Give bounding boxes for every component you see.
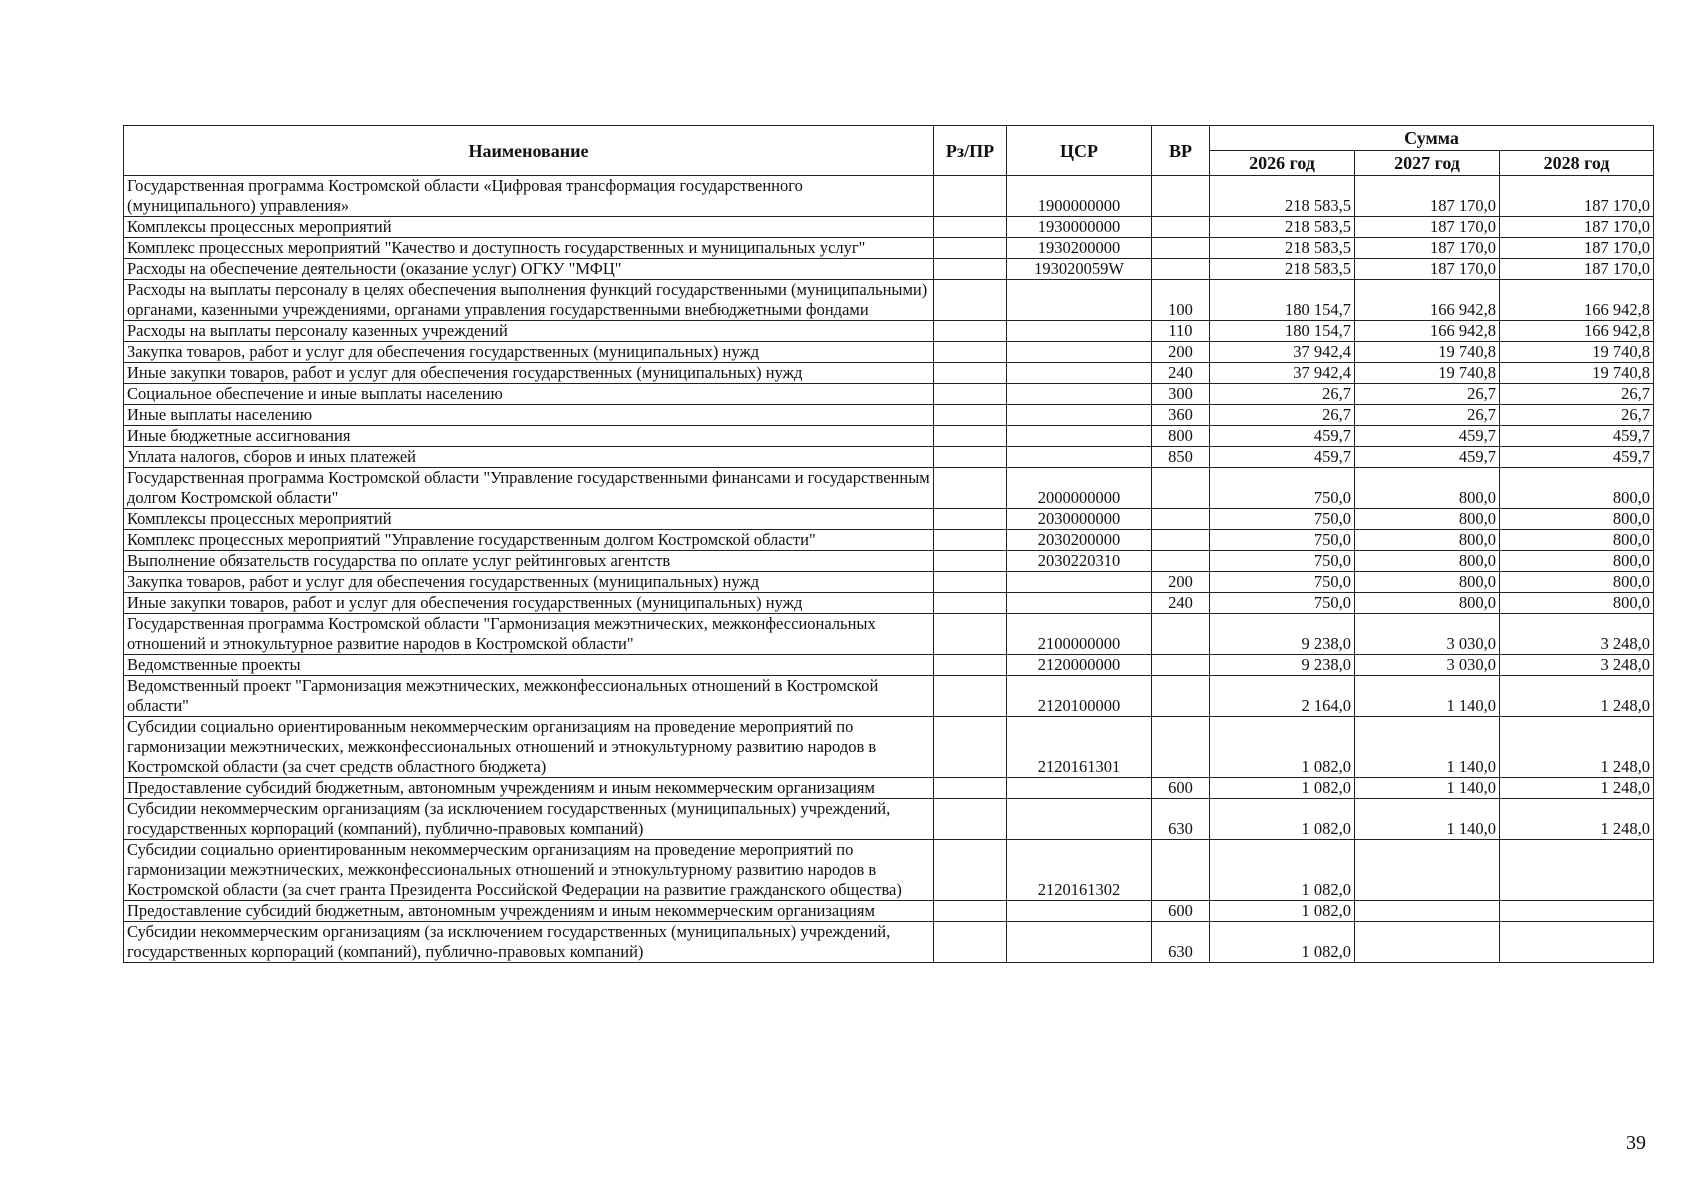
cell-amount-2026: 750,0 (1210, 551, 1355, 572)
cell-rzpr (934, 593, 1007, 614)
table-row (124, 614, 1654, 655)
cell-csr: 2030220310 (1007, 551, 1152, 572)
cell-csr: 2120161302 (1007, 840, 1152, 901)
cell-rzpr (934, 901, 1007, 922)
cell-csr (1007, 405, 1152, 426)
cell-vr (1152, 176, 1210, 217)
table-row (124, 676, 1654, 717)
cell-vr: 630 (1152, 922, 1210, 963)
cell-amount-2027: 459,7 (1355, 426, 1500, 447)
cell-name: Субсидии некоммерческим организациям (за исключением государственных (муниципальных) учреждений, государственных корпораций (компаний), публично-правовых компаний) (124, 799, 934, 840)
cell-name: Субсидии социально ориентированным некоммерческим организациям на проведение мероприятий по гармонизации межэтнических, межконфессиональных отношений и этнокультурному развитию народов в Костромской области (за счет средств областного бюджета) (124, 717, 934, 778)
cell-vr: 300 (1152, 384, 1210, 405)
cell-amount-2027: 1 140,0 (1355, 717, 1500, 778)
cell-amount-2028: 1 248,0 (1500, 717, 1654, 778)
table-row (124, 468, 1654, 509)
cell-amount-2026: 37 942,4 (1210, 363, 1355, 384)
cell-rzpr (934, 717, 1007, 778)
cell-amount-2028: 166 942,8 (1500, 321, 1654, 342)
header-rzpr: Рз/ПР (934, 126, 1007, 176)
cell-amount-2028: 1 248,0 (1500, 799, 1654, 840)
cell-amount-2026: 2 164,0 (1210, 676, 1355, 717)
cell-amount-2027: 26,7 (1355, 384, 1500, 405)
header-vr: ВР (1152, 126, 1210, 176)
cell-csr: 2100000000 (1007, 614, 1152, 655)
cell-amount-2027 (1355, 901, 1500, 922)
cell-amount-2028: 26,7 (1500, 405, 1654, 426)
cell-csr: 2120100000 (1007, 676, 1152, 717)
header-year-2027: 2027 год (1355, 151, 1500, 176)
table-row (124, 530, 1654, 551)
cell-vr: 110 (1152, 321, 1210, 342)
table-row (124, 280, 1654, 321)
cell-amount-2026: 1 082,0 (1210, 717, 1355, 778)
budget-table (123, 125, 1654, 963)
cell-amount-2028: 166 942,8 (1500, 280, 1654, 321)
cell-vr (1152, 509, 1210, 530)
cell-name: Комплексы процессных мероприятий (124, 217, 934, 238)
cell-name: Субсидии социально ориентированным некоммерческим организациям на проведение мероприятий по гармонизации межэтнических, межконфессиональных отношений и этнокультурному развитию народов в Костромской области (за счет гранта Президента Российской Федерации на развитие гражданского общества) (124, 840, 934, 901)
table-row (124, 840, 1654, 901)
cell-name: Социальное обеспечение и иные выплаты населению (124, 384, 934, 405)
cell-amount-2027: 800,0 (1355, 468, 1500, 509)
cell-amount-2027: 187 170,0 (1355, 176, 1500, 217)
cell-csr: 2000000000 (1007, 468, 1152, 509)
cell-amount-2026: 26,7 (1210, 405, 1355, 426)
table-row (124, 217, 1654, 238)
cell-name: Государственная программа Костромской области "Гармонизация межэтнических, межконфессиональных отношений и этнокультурное развитие народов в Костромской области" (124, 614, 934, 655)
cell-amount-2028: 800,0 (1500, 530, 1654, 551)
cell-vr (1152, 468, 1210, 509)
cell-amount-2028 (1500, 922, 1654, 963)
cell-vr (1152, 217, 1210, 238)
cell-vr (1152, 655, 1210, 676)
cell-amount-2026: 180 154,7 (1210, 280, 1355, 321)
cell-name: Предоставление субсидий бюджетным, автономным учреждениям и иным некоммерческим организациям (124, 778, 934, 799)
cell-amount-2027: 187 170,0 (1355, 259, 1500, 280)
cell-csr: 1930000000 (1007, 217, 1152, 238)
cell-amount-2027: 1 140,0 (1355, 778, 1500, 799)
cell-csr (1007, 799, 1152, 840)
cell-amount-2026: 218 583,5 (1210, 217, 1355, 238)
cell-amount-2027: 26,7 (1355, 405, 1500, 426)
cell-amount-2027: 19 740,8 (1355, 342, 1500, 363)
cell-rzpr (934, 676, 1007, 717)
cell-name: Иные выплаты населению (124, 405, 934, 426)
cell-amount-2028: 800,0 (1500, 509, 1654, 530)
cell-amount-2028: 459,7 (1500, 447, 1654, 468)
cell-amount-2027: 800,0 (1355, 572, 1500, 593)
cell-vr: 600 (1152, 901, 1210, 922)
cell-csr: 193020059W (1007, 259, 1152, 280)
cell-amount-2026: 218 583,5 (1210, 176, 1355, 217)
cell-csr (1007, 384, 1152, 405)
table-row (124, 342, 1654, 363)
cell-amount-2028 (1500, 901, 1654, 922)
table-row (124, 509, 1654, 530)
cell-amount-2028: 800,0 (1500, 572, 1654, 593)
cell-vr: 600 (1152, 778, 1210, 799)
cell-csr (1007, 922, 1152, 963)
cell-amount-2026: 218 583,5 (1210, 238, 1355, 259)
cell-csr (1007, 901, 1152, 922)
cell-amount-2027: 1 140,0 (1355, 799, 1500, 840)
table-row (124, 176, 1654, 217)
cell-amount-2026: 218 583,5 (1210, 259, 1355, 280)
cell-csr: 1900000000 (1007, 176, 1152, 217)
cell-vr: 850 (1152, 447, 1210, 468)
cell-amount-2027: 187 170,0 (1355, 238, 1500, 259)
header-year-2028: 2028 год (1500, 151, 1654, 176)
cell-rzpr (934, 342, 1007, 363)
cell-vr (1152, 840, 1210, 901)
cell-amount-2028: 187 170,0 (1500, 217, 1654, 238)
cell-vr (1152, 717, 1210, 778)
cell-amount-2026: 750,0 (1210, 509, 1355, 530)
cell-amount-2028: 800,0 (1500, 593, 1654, 614)
cell-name: Закупка товаров, работ и услуг для обеспечения государственных (муниципальных) нужд (124, 342, 934, 363)
cell-amount-2026: 1 082,0 (1210, 778, 1355, 799)
cell-rzpr (934, 922, 1007, 963)
cell-amount-2026: 26,7 (1210, 384, 1355, 405)
table-row (124, 363, 1654, 384)
cell-csr: 2030000000 (1007, 509, 1152, 530)
cell-vr: 100 (1152, 280, 1210, 321)
cell-vr: 630 (1152, 799, 1210, 840)
cell-vr: 240 (1152, 593, 1210, 614)
cell-rzpr (934, 778, 1007, 799)
table-row (124, 551, 1654, 572)
cell-vr: 360 (1152, 405, 1210, 426)
cell-amount-2026: 750,0 (1210, 593, 1355, 614)
cell-amount-2028: 19 740,8 (1500, 342, 1654, 363)
cell-rzpr (934, 321, 1007, 342)
table-header (124, 126, 1654, 176)
cell-name: Выполнение обязательств государства по оплате услуг рейтинговых агентств (124, 551, 934, 572)
cell-amount-2027: 459,7 (1355, 447, 1500, 468)
cell-amount-2026: 750,0 (1210, 530, 1355, 551)
cell-name: Предоставление субсидий бюджетным, автономным учреждениям и иным некоммерческим организациям (124, 901, 934, 922)
cell-csr: 2120000000 (1007, 655, 1152, 676)
cell-name: Закупка товаров, работ и услуг для обеспечения государственных (муниципальных) нужд (124, 572, 934, 593)
cell-rzpr (934, 384, 1007, 405)
cell-amount-2026: 459,7 (1210, 447, 1355, 468)
table-row (124, 655, 1654, 676)
table-row (124, 447, 1654, 468)
cell-amount-2027: 3 030,0 (1355, 614, 1500, 655)
cell-amount-2027: 166 942,8 (1355, 280, 1500, 321)
cell-vr: 200 (1152, 572, 1210, 593)
cell-amount-2026: 180 154,7 (1210, 321, 1355, 342)
cell-vr (1152, 259, 1210, 280)
cell-amount-2028: 187 170,0 (1500, 238, 1654, 259)
cell-amount-2026: 750,0 (1210, 572, 1355, 593)
cell-rzpr (934, 447, 1007, 468)
cell-rzpr (934, 530, 1007, 551)
cell-amount-2027: 166 942,8 (1355, 321, 1500, 342)
cell-name: Иные закупки товаров, работ и услуг для обеспечения государственных (муниципальных) нужд (124, 593, 934, 614)
table-row (124, 901, 1654, 922)
cell-amount-2027: 800,0 (1355, 530, 1500, 551)
cell-amount-2027 (1355, 922, 1500, 963)
cell-vr (1152, 238, 1210, 259)
table-row (124, 778, 1654, 799)
cell-amount-2027: 800,0 (1355, 593, 1500, 614)
cell-amount-2027: 187 170,0 (1355, 217, 1500, 238)
cell-amount-2027 (1355, 840, 1500, 901)
cell-name: Ведомственные проекты (124, 655, 934, 676)
header-name: Наименование (124, 126, 934, 176)
table-row (124, 384, 1654, 405)
cell-amount-2028: 459,7 (1500, 426, 1654, 447)
cell-amount-2026: 1 082,0 (1210, 901, 1355, 922)
cell-amount-2027: 1 140,0 (1355, 676, 1500, 717)
cell-rzpr (934, 280, 1007, 321)
cell-amount-2026: 459,7 (1210, 426, 1355, 447)
cell-amount-2027: 19 740,8 (1355, 363, 1500, 384)
table-row (124, 922, 1654, 963)
cell-name: Комплекс процессных мероприятий "Управление государственным долгом Костромской области" (124, 530, 934, 551)
cell-vr (1152, 614, 1210, 655)
cell-amount-2028: 26,7 (1500, 384, 1654, 405)
table-row (124, 799, 1654, 840)
cell-name: Расходы на обеспечение деятельности (оказание услуг) ОГКУ "МФЦ" (124, 259, 934, 280)
cell-csr (1007, 321, 1152, 342)
cell-amount-2028: 1 248,0 (1500, 778, 1654, 799)
cell-name: Расходы на выплаты персоналу в целях обеспечения выполнения функций государственными (муниципальными) органами, казенными учреждениями, органами управления государственными внебюджетными фондами (124, 280, 934, 321)
cell-rzpr (934, 259, 1007, 280)
table-row (124, 405, 1654, 426)
cell-rzpr (934, 363, 1007, 384)
cell-amount-2028: 1 248,0 (1500, 676, 1654, 717)
cell-amount-2026: 37 942,4 (1210, 342, 1355, 363)
header-year-2026: 2026 год (1210, 151, 1355, 176)
cell-amount-2026: 1 082,0 (1210, 922, 1355, 963)
cell-vr: 240 (1152, 363, 1210, 384)
cell-name: Комплекс процессных мероприятий "Качество и доступность государственных и муниципальных услуг" (124, 238, 934, 259)
cell-csr: 2030200000 (1007, 530, 1152, 551)
cell-rzpr (934, 217, 1007, 238)
page-number: 39 (1626, 1132, 1646, 1154)
table-row (124, 238, 1654, 259)
cell-amount-2026: 9 238,0 (1210, 614, 1355, 655)
cell-name: Государственная программа Костромской области «Цифровая трансформация государственного (муниципального) управления» (124, 176, 934, 217)
cell-rzpr (934, 405, 1007, 426)
table-body (124, 176, 1654, 963)
header-sum: Сумма (1210, 126, 1654, 151)
cell-amount-2028: 800,0 (1500, 551, 1654, 572)
table-row (124, 593, 1654, 614)
cell-amount-2027: 800,0 (1355, 551, 1500, 572)
cell-csr (1007, 572, 1152, 593)
cell-amount-2028 (1500, 840, 1654, 901)
cell-amount-2028: 3 248,0 (1500, 655, 1654, 676)
cell-csr (1007, 447, 1152, 468)
cell-amount-2026: 1 082,0 (1210, 840, 1355, 901)
cell-csr (1007, 363, 1152, 384)
cell-rzpr (934, 614, 1007, 655)
cell-rzpr (934, 176, 1007, 217)
cell-name: Комплексы процессных мероприятий (124, 509, 934, 530)
cell-name: Субсидии некоммерческим организациям (за исключением государственных (муниципальных) учреждений, государственных корпораций (компаний), публично-правовых компаний) (124, 922, 934, 963)
cell-rzpr (934, 509, 1007, 530)
table-row (124, 426, 1654, 447)
cell-name: Иные закупки товаров, работ и услуг для обеспечения государственных (муниципальных) нужд (124, 363, 934, 384)
table-row (124, 717, 1654, 778)
cell-csr (1007, 593, 1152, 614)
cell-rzpr (934, 655, 1007, 676)
cell-amount-2027: 800,0 (1355, 509, 1500, 530)
cell-csr (1007, 280, 1152, 321)
cell-name: Государственная программа Костромской области "Управление государственными финансами и государственным долгом Костромской области" (124, 468, 934, 509)
cell-rzpr (934, 238, 1007, 259)
cell-rzpr (934, 840, 1007, 901)
table-row (124, 259, 1654, 280)
cell-rzpr (934, 551, 1007, 572)
cell-amount-2026: 750,0 (1210, 468, 1355, 509)
cell-amount-2028: 187 170,0 (1500, 176, 1654, 217)
cell-amount-2027: 3 030,0 (1355, 655, 1500, 676)
cell-name: Ведомственный проект "Гармонизация межэтнических, межконфессиональных отношений в Костромской области" (124, 676, 934, 717)
cell-rzpr (934, 799, 1007, 840)
cell-csr: 1930200000 (1007, 238, 1152, 259)
cell-vr: 200 (1152, 342, 1210, 363)
cell-amount-2026: 1 082,0 (1210, 799, 1355, 840)
cell-amount-2026: 9 238,0 (1210, 655, 1355, 676)
cell-name: Уплата налогов, сборов и иных платежей (124, 447, 934, 468)
cell-rzpr (934, 426, 1007, 447)
cell-rzpr (934, 572, 1007, 593)
cell-vr (1152, 676, 1210, 717)
cell-vr (1152, 530, 1210, 551)
cell-csr (1007, 342, 1152, 363)
cell-vr (1152, 551, 1210, 572)
cell-amount-2028: 800,0 (1500, 468, 1654, 509)
cell-name: Расходы на выплаты персоналу казенных учреждений (124, 321, 934, 342)
table-row (124, 572, 1654, 593)
cell-vr: 800 (1152, 426, 1210, 447)
cell-amount-2028: 3 248,0 (1500, 614, 1654, 655)
cell-amount-2028: 187 170,0 (1500, 259, 1654, 280)
header-csr: ЦСР (1007, 126, 1152, 176)
cell-amount-2028: 19 740,8 (1500, 363, 1654, 384)
cell-name: Иные бюджетные ассигнования (124, 426, 934, 447)
cell-csr: 2120161301 (1007, 717, 1152, 778)
cell-csr (1007, 778, 1152, 799)
cell-rzpr (934, 468, 1007, 509)
table-row (124, 321, 1654, 342)
cell-csr (1007, 426, 1152, 447)
